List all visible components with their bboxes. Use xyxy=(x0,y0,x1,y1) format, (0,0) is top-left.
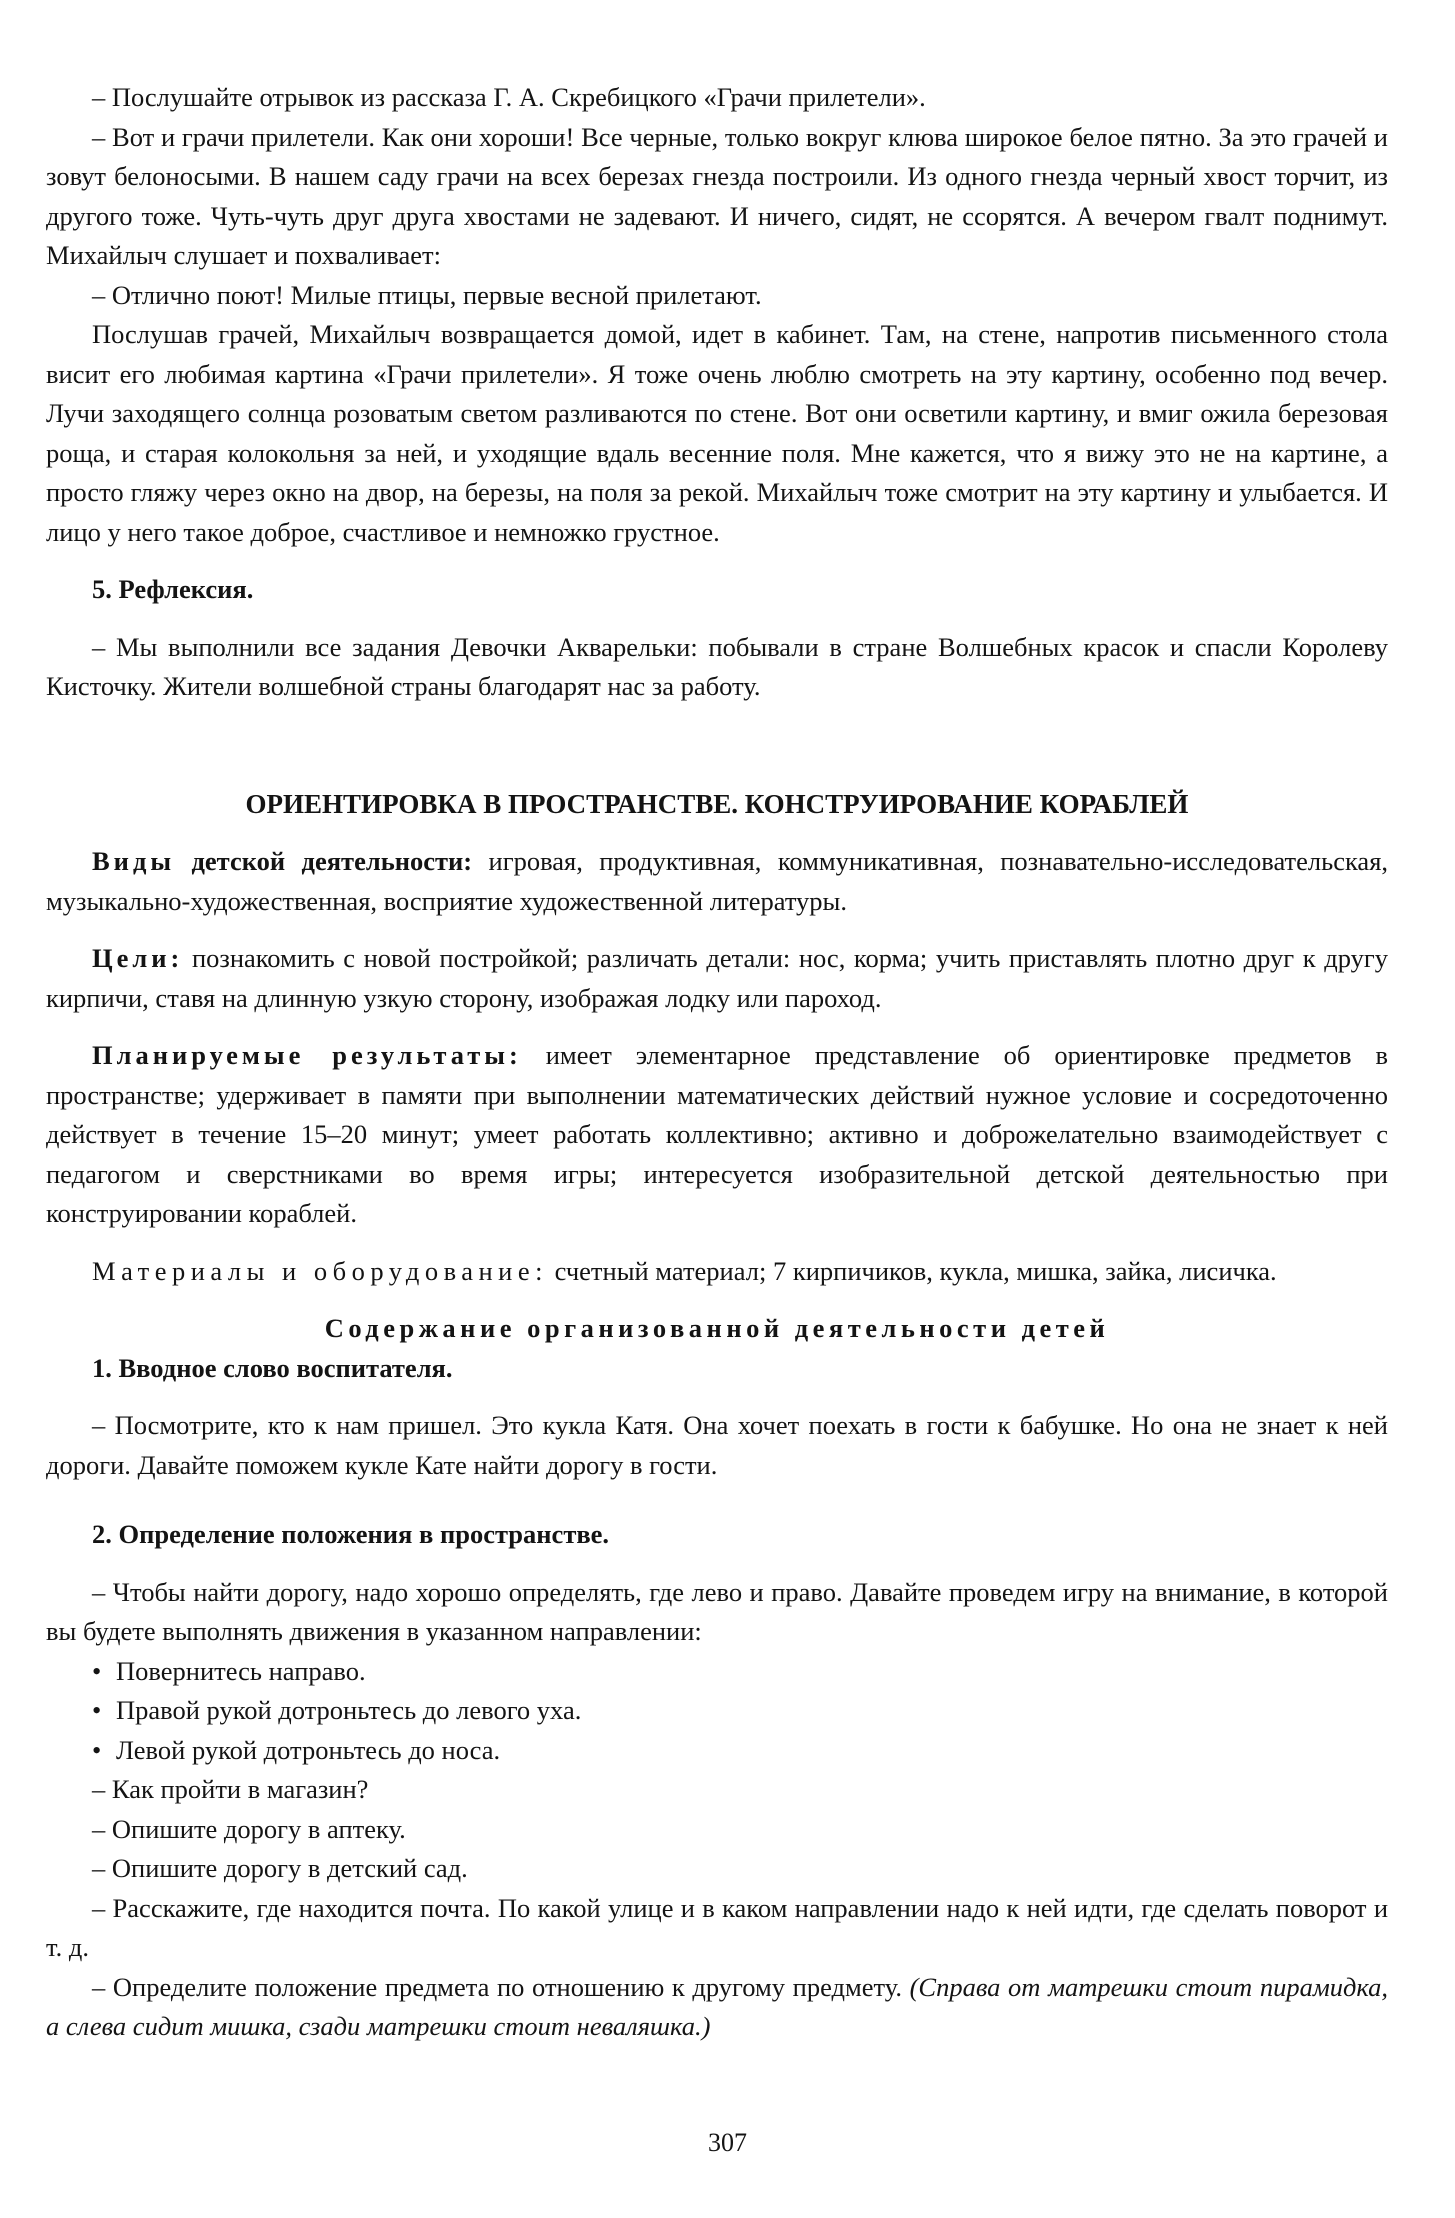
paragraph: Послушав грачей, Михайлыч возвращается домой, идет в кабинет. Там, на стене, напротив письменного стола висит его любимая картина «Грачи прилетели». Я тоже очень люблю смотреть на эту картину, особенно под вечер. Лучи заходящего солнца розоватым светом разливаются по стене. Вот они осветили картину, и вмиг ожила березовая роща, и старая колокольня за ней, и уходящие вдаль весенние поля. Мне кажется, что я вижу это не на картине, а просто гляжу через окно на двор, на березы, на поля за рекой. Михайлыч тоже смотрит на эту картину и улыбается. И лицо у него такое доброе, счастливое и немножко грустное. xyxy=(46,319,1388,547)
results-text: имеет элементарное представление об ориентировке предметов в пространстве; удерживает в памяти при выполнении математических действий нужное условие и сосредоточенно действует в течение 15–20 минут; умеет работать коллективно; активно и доброжелательно взаимодействует с педагогом и сверстниками во время игры; интересуется изобразительной детской деятельностью при конструировании кораблей. xyxy=(46,1040,1388,1228)
step1-heading: 1. Вводное слово воспитателя. xyxy=(92,1352,453,1383)
bullet-icon: • xyxy=(92,1734,102,1765)
activities-label: Виды xyxy=(92,846,176,876)
results-label: Планируемые результаты: xyxy=(92,1040,522,1070)
bullet-icon: • xyxy=(92,1695,102,1725)
list-item: • Правой рукой дотроньтесь до левого уха. xyxy=(46,1691,1388,1731)
list-item: • Повернитесь направо. xyxy=(46,1652,1388,1692)
page-content xyxy=(46,78,1388,2047)
question: – Расскажите, где находится почта. По какой улице и в каком направлении надо к ней идти, где сделать поворот и т. д. xyxy=(46,1892,1388,1962)
materials-label: Материалы и оборудование: xyxy=(92,1255,548,1286)
last-paragraph: – Определите положение предмета по отношению к другому предмету. (Справа от матрешки стоит пирамидка, а слева сидит мишка, сзади матрешки стоит неваляшка.) xyxy=(46,1971,1389,2041)
paragraph: – Отлично поют! Милые птицы, первые весной прилетают. xyxy=(92,279,762,310)
materials-text: счетный материал; 7 кирпичиков, кукла, мишка, зайка, лисичка. xyxy=(547,1255,1277,1286)
content-title: Содержание организованной деятельности детей xyxy=(324,1313,1110,1343)
goals-label: Цели: xyxy=(92,943,184,973)
page-number: 307 xyxy=(708,2128,747,2157)
paragraph: – Вот и грачи прилетели. Как они хороши! Все черные, только вокруг клюва широкое белое пятно. За это грачей и зовут белоносыми. В нашем саду грачи на всех березах гнезда построили. Из одного гнезда черный хвост торчит, из другого тоже. Чуть-чуть друг друга хвостами не задевают. И ничего, сидят, не ссорятся. А вечером гвалт поднимут. Михайлыч слушает и похваливает: xyxy=(46,121,1388,270)
activities-text: игровая, продуктивная, коммуникативная, познавательно-исследовательская, музыкально-художественная, восприятие художественной литературы. xyxy=(46,846,1389,916)
reflection-heading: 5. Рефлексия. xyxy=(92,574,254,604)
goals-paragraph xyxy=(46,939,1388,1018)
italic-note: (Справа от матрешки стоит пирамидка, а слева сидит мишка, сзади матрешки стоит неваляшка.) xyxy=(46,1971,1389,2041)
bullet-icon: • xyxy=(92,1655,102,1686)
reflection-text: – Мы выполнили все задания Девочки Акварельки: побывали в стране Волшебных красок и спасли Королеву Кисточку. Жители волшебной страны благодарят нас за работу. xyxy=(46,631,1388,701)
question: – Опишите дорогу в детский сад. xyxy=(92,1853,468,1883)
activities-label-rest: детской деятельности: xyxy=(175,846,473,876)
step2-text: – Чтобы найти дорогу, надо хорошо определять, где лево и право. Давайте проведем игру на внимание, в которой вы будете выполнять движения в указанном направлении: xyxy=(46,1576,1388,1646)
question: – Опишите дорогу в аптеку. xyxy=(92,1813,406,1844)
paragraph: – Послушайте отрывок из рассказа Г. А. Скребицкого «Грачи прилетели». xyxy=(92,82,926,112)
goals-text: познакомить с новой постройкой; различать детали: нос, корма; учить приставлять плотно друг к другу кирпичи, ставя на длинную узкую сторону, изображая лодку или пароход. xyxy=(46,943,1388,1013)
lesson-title: ОРИЕНТИРОВКА В ПРОСТРАНСТВЕ. КОНСТРУИРОВАНИЕ КОРАБЛЕЙ xyxy=(245,788,1189,819)
step2-heading: 2. Определение положения в пространстве. xyxy=(92,1519,610,1549)
materials-paragraph xyxy=(46,1252,1388,1292)
list-item: • Левой рукой дотроньтесь до носа. xyxy=(46,1731,1388,1771)
step1-text: – Посмотрите, кто к нам пришел. Это кукла Катя. Она хочет поехать в гости к бабушке. Но она не знает к ней дороги. Давайте поможем кукле Кате найти дорогу в гости. xyxy=(46,1410,1388,1480)
question: – Как пройти в магазин? xyxy=(92,1774,369,1804)
activities-paragraph xyxy=(46,842,1388,921)
results-paragraph xyxy=(46,1036,1388,1234)
